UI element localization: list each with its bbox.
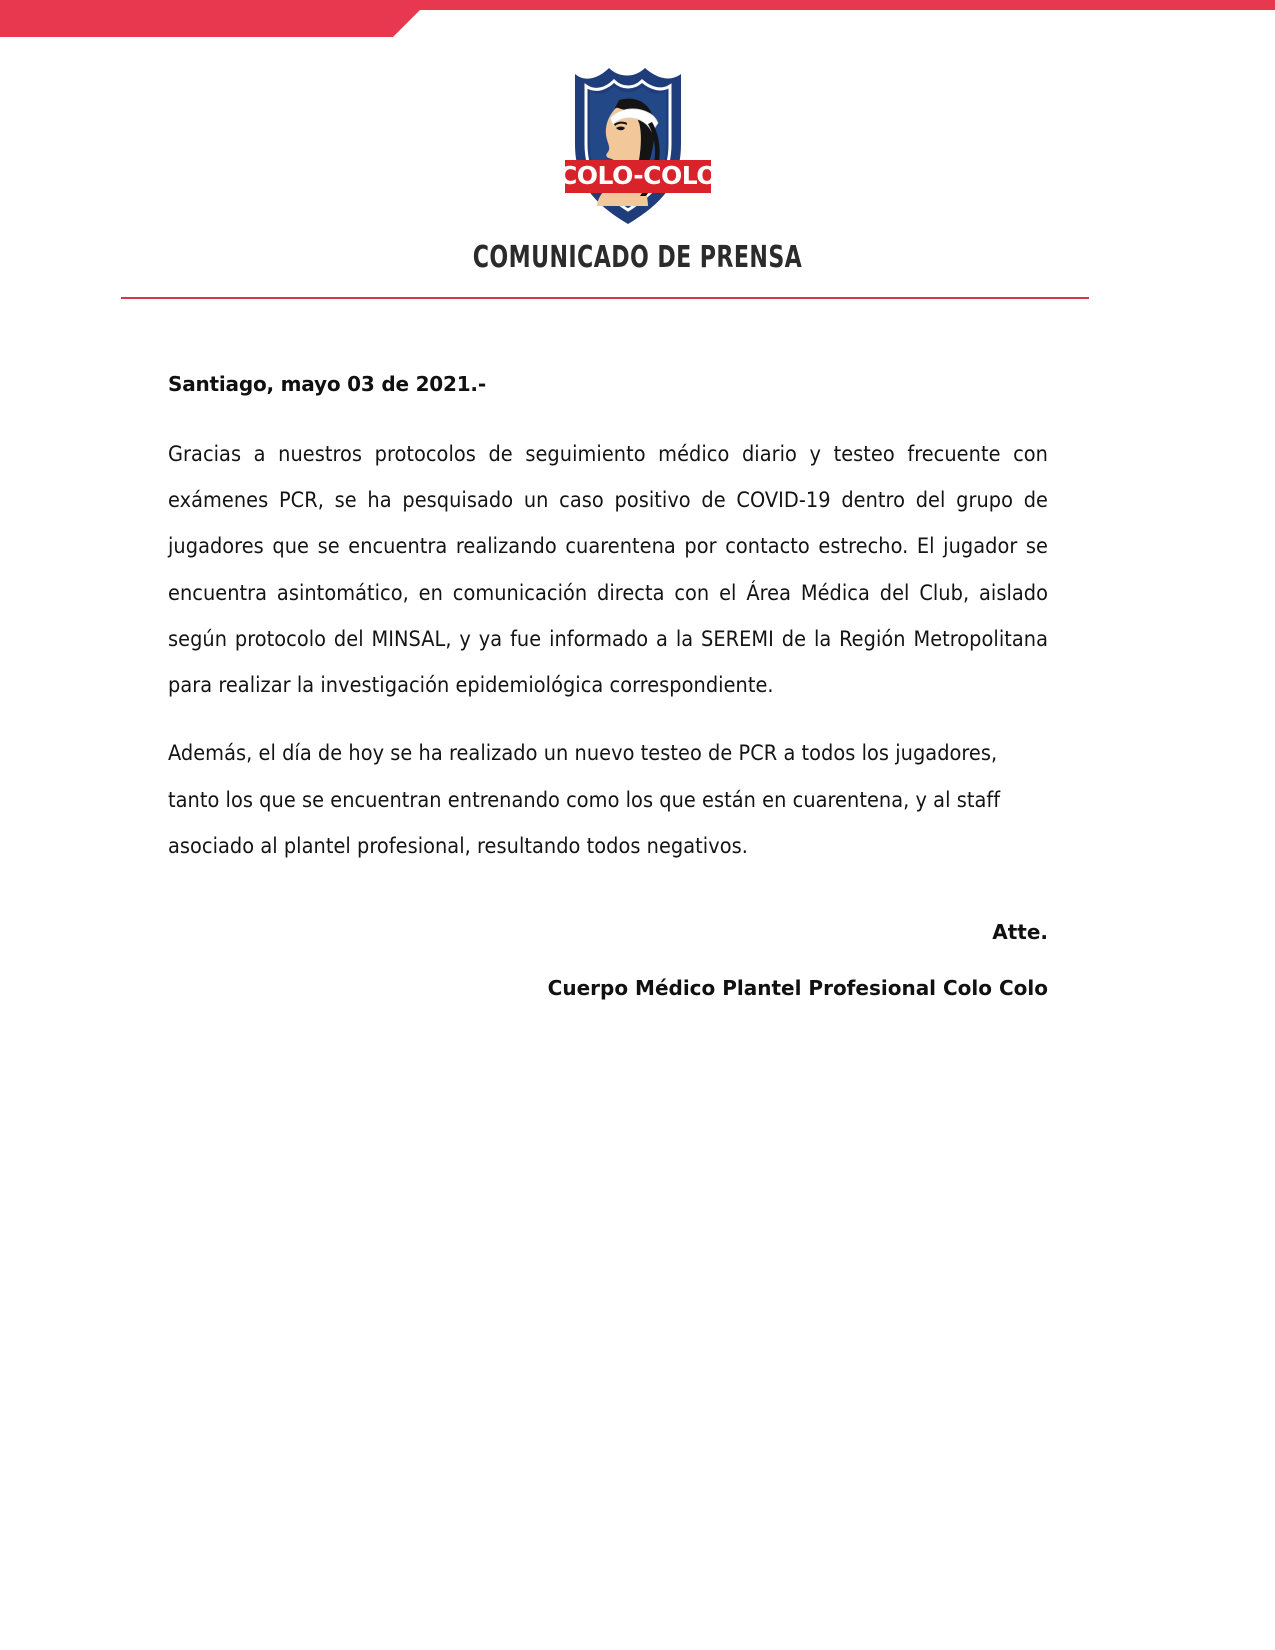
page-title: COMUNICADO DE PRENSA (472, 240, 803, 275)
banner-top-rule (0, 0, 1275, 10)
paragraph-2: Además, el día de hoy se ha realizado un nuevo testeo de PCR a todos los jugadores, tanto los que se encuentran entrenando como los que están en cuarentena, y al staff asociado al plantel profesional, resultando todos negativos. (168, 741, 1001, 859)
paragraph-1: Gracias a nuestros protocolos de seguimiento médico diario y testeo frecuente con exámenes PCR, se ha pesquisado un caso positivo de COVID-19 dentro del grupo de jugadores que se encuentra realizando cuarentena por contacto estrecho. El jugador se encuentra asintomático, en comunicación directa con el Área Médica del Club, aislado según protocolo del MINSAL, y ya fue informado a la SEREMI de la Región Metropolitana para realizar la investigación epidemiológica correspondiente. (168, 442, 1048, 699)
signature-block (168, 920, 1048, 1000)
signature-salutation: Atte. (992, 920, 1048, 944)
header-banner (0, 0, 1275, 60)
colo-colo-crest-icon (553, 62, 723, 230)
document-body (168, 372, 1048, 892)
banner-angled-block (0, 10, 420, 37)
signature-signer: Cuerpo Médico Plantel Profesional Colo Colo (547, 976, 1048, 1000)
title-divider (121, 297, 1089, 299)
date-line: Santiago, mayo 03 de 2021.- (168, 372, 486, 396)
crest-container (0, 62, 1275, 235)
crest-wordmark: COLO-COLO (558, 161, 717, 190)
